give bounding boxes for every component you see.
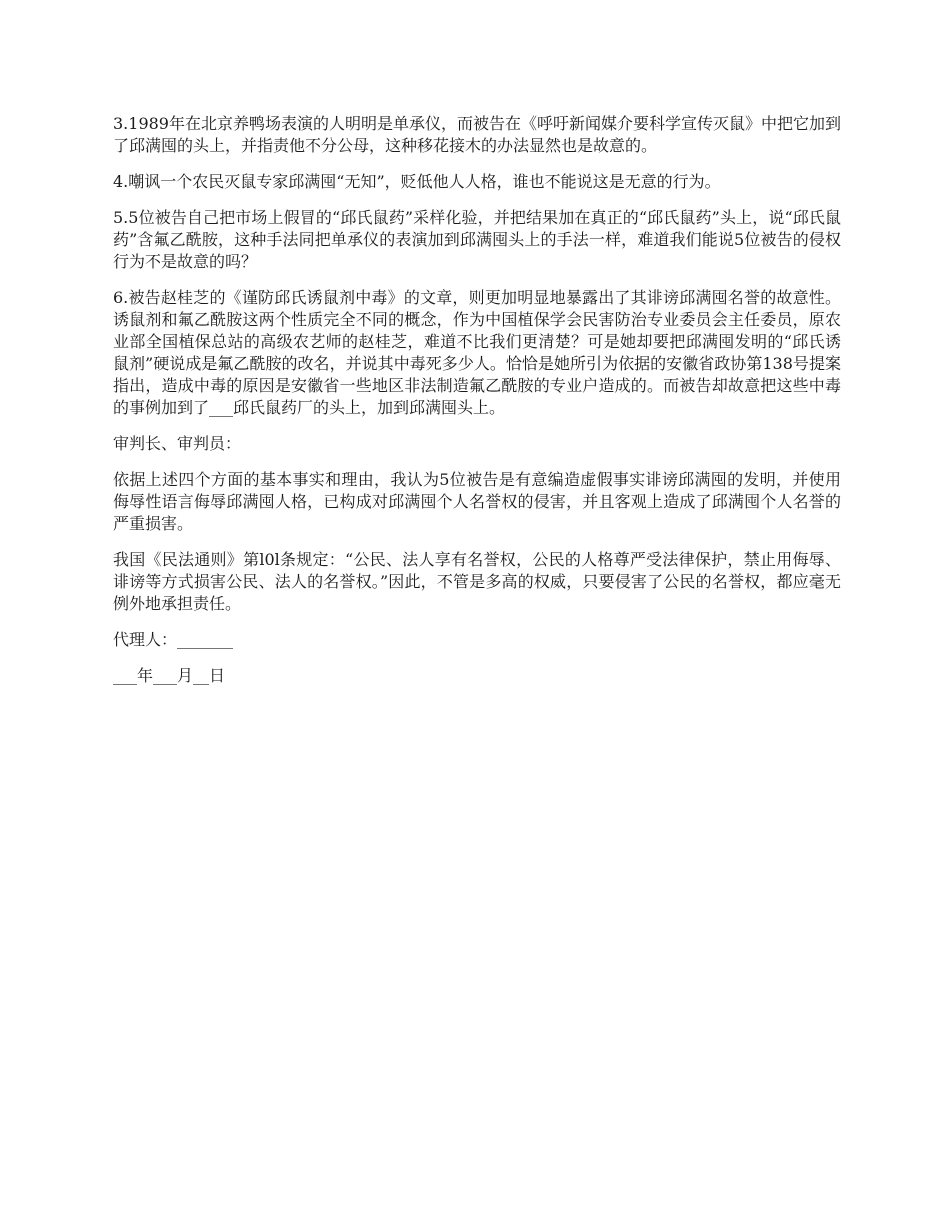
paragraph-point-5: 5.5位被告自己把市场上假冒的“邱氏鼠药”采样化验，并把结果加在真正的“邱氏鼠药”头上，说“邱氏鼠药”含氟乙酰胺，这种手法同把单承仪的表演加到邱满囤头上的手法一样，难道我们能说5位被告的侵权行为不是故意的吗？ (113, 208, 841, 271)
paragraph-point-6: 6.被告赵桂芝的《谨防邱氏诱鼠剂中毒》的文章，则更加明显地暴露出了其诽谤邱满囤名誉的故意性。诱鼠剂和氟乙酰胺这两个性质完全不同的概念，作为中国植保学会民害防治专业委员会主任委员，原农业部全国植保总站的高级农艺师的赵桂芝，难道不比我们更清楚？可是她却要把邱满囤发明的“邱氏诱鼠剂”硬说成是氟乙酰胺的改名，并说其中毒死多少人。恰恰是她所引为依据的安徽省政协第138号提案指出，造成中毒的原因是安徽省一些地区非法制造氟乙酰胺的专业户造成的。而被告却故意把这些中毒的事例加到了___邱氏鼠药厂的头上，加到邱满囤头上。 (113, 288, 841, 417)
salutation: 审判长、审判员： (113, 434, 242, 453)
paragraph-point-3: 3.1989年在北京养鸭场表演的人明明是单承仪，而被告在《呼吁新闻媒介要科学宣传灭鼠》中把它加到了邱满囤的头上，并指责他不分公母，这种移花接木的办法显然也是故意的。 (113, 114, 841, 155)
paragraph-legal-basis: 我国《民法通则》第l0l条规定：“公民、法人享有名誉权，公民的人格尊严受法律保护，禁止用侮辱、诽谤等方式损害公民、法人的名誉权。”因此，不管是多高的权威，只要侵害了公民的名誉权，都应毫无例外地承担责任。 (113, 550, 841, 613)
paragraph-conclusion: 依据上述四个方面的基本事实和理由，我认为5位被告是有意编造虚假事实诽谤邱满囤的发明，并使用侮辱性语言侮辱邱满囤人格，已构成对邱满囤个人名誉权的侵害，并且客观上造成了邱满囤个人名誉的严重损害。 (113, 470, 841, 533)
document-page (113, 113, 841, 701)
agent-signature-line: 代理人：_______ (113, 630, 234, 649)
date-line: ___年___月__日 (113, 666, 226, 685)
paragraph-point-4: 4.嘲讽一个农民灭鼠专家邱满囤“无知”，贬低他人人格，谁也不能说这是无意的行为。 (113, 172, 721, 191)
